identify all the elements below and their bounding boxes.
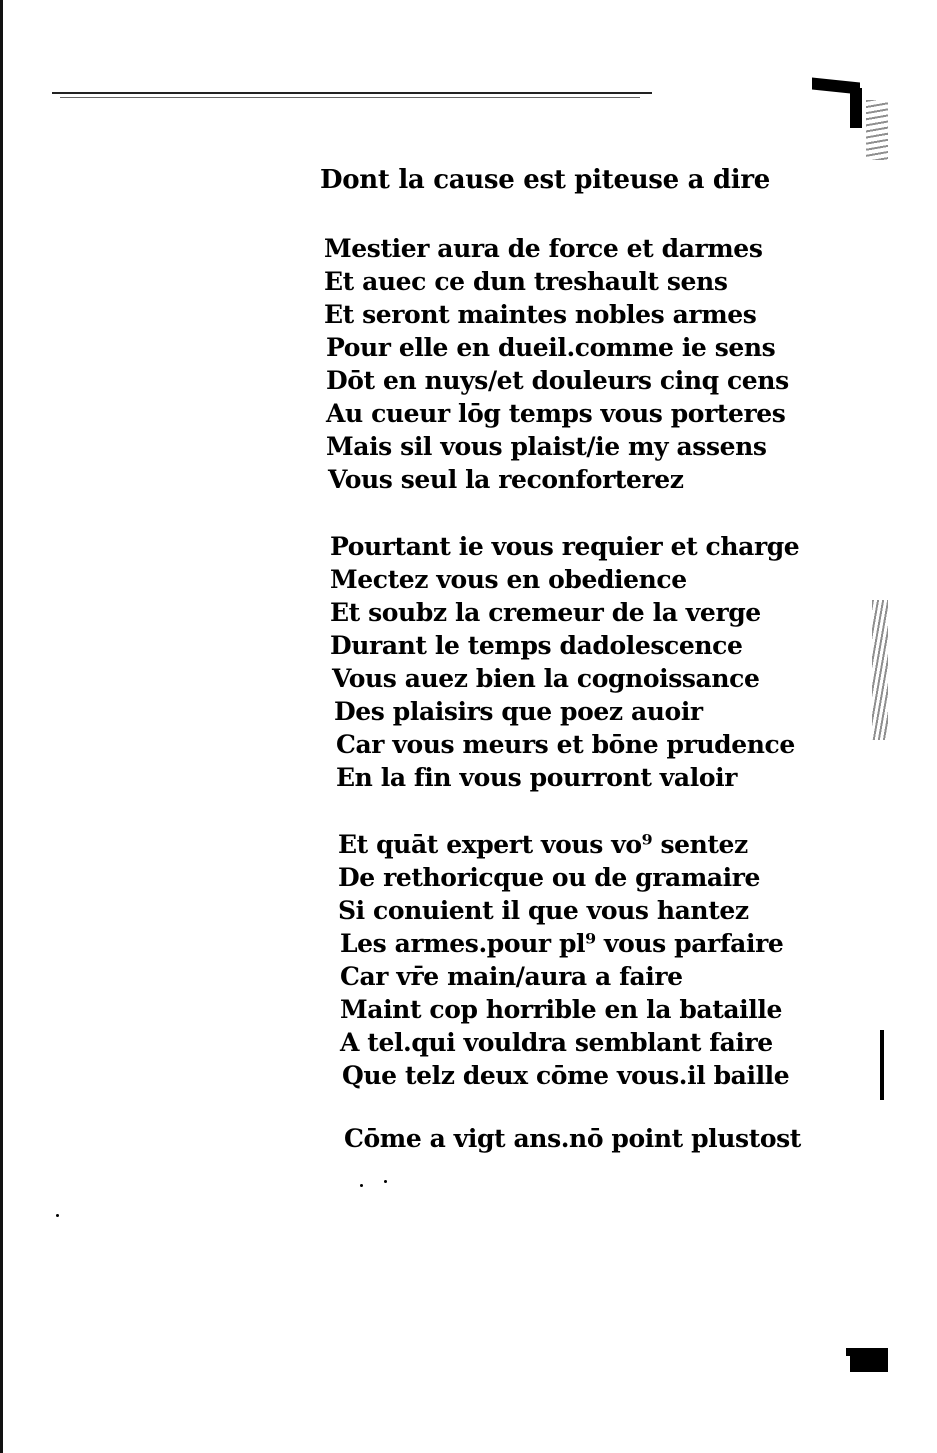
verse-line: Au cueur lōg temps vous porteres [326,399,786,428]
margin-speckles-middle [872,600,888,740]
top-right-ink-stroke [850,88,862,128]
top-rule-faint [60,97,640,98]
verse-line: Mestier aura de force et darmes [324,234,763,263]
ink-dot [384,1180,387,1183]
verse-line: Que telz deux cōme vous.il baille [342,1061,790,1090]
stanza-4 [320,1122,800,1155]
bottom-right-ink-mark [850,1348,888,1372]
verse-line: Cōme a vigt ans.nō point plustost [344,1124,801,1153]
verse-line: En la fin vous pourront valoir [336,763,737,792]
right-margin-bar [880,1030,884,1100]
stanza-2 [320,530,800,794]
verse-line: Dōt en nuys/et douleurs cinq cens [326,366,789,395]
verse-line: Pourtant ie vous requier et charge [330,532,800,561]
verse-line: Maint cop horrible en la bataille [340,995,782,1024]
verse-line: Vous auez bien la cognoissance [332,664,760,693]
verse-line: Mectez vous en obedience [330,565,687,594]
top-rule [52,92,652,94]
verse-line: Car vr̄e main/aura a faire [340,962,683,991]
heading-line: Dont la cause est piteuse a dire [320,165,771,195]
verse-line: Car vous meurs et bōne prudence [336,730,795,759]
page-left-edge [0,0,3,1453]
verse-line: Et soubz la cremeur de la verge [330,598,761,627]
verse-line: A tel.qui vouldra semblant faire [340,1028,773,1057]
verse-line: Des plaisirs que poez auoir [334,697,703,726]
verse-line: Si conuient il que vous hantez [338,896,749,925]
verse-line: Mais sil vous plaist/ie my assens [326,432,767,461]
stanza-1 [320,232,800,496]
ink-dot [360,1184,363,1187]
verse-line: De rethoricque ou de gramaire [338,863,761,892]
verse-line: Durant le temps dadolescence [330,631,743,660]
verse-line: Les armes.pour pl⁹ vous parfaire [340,929,784,958]
poem-text-block [320,160,800,1155]
ink-dot [56,1214,59,1217]
verse-line: Et auec ce dun treshault sens [324,267,728,296]
stanza-3 [320,828,800,1092]
verse-line: Pour elle en dueil.comme ie sens [326,333,776,362]
verse-line: Et quāt expert vous vo⁹ sentez [338,830,748,859]
verse-line: Vous seul la reconforterez [328,465,684,494]
margin-speckles-top [866,100,888,160]
verse-line: Et seront maintes nobles armes [324,300,757,329]
